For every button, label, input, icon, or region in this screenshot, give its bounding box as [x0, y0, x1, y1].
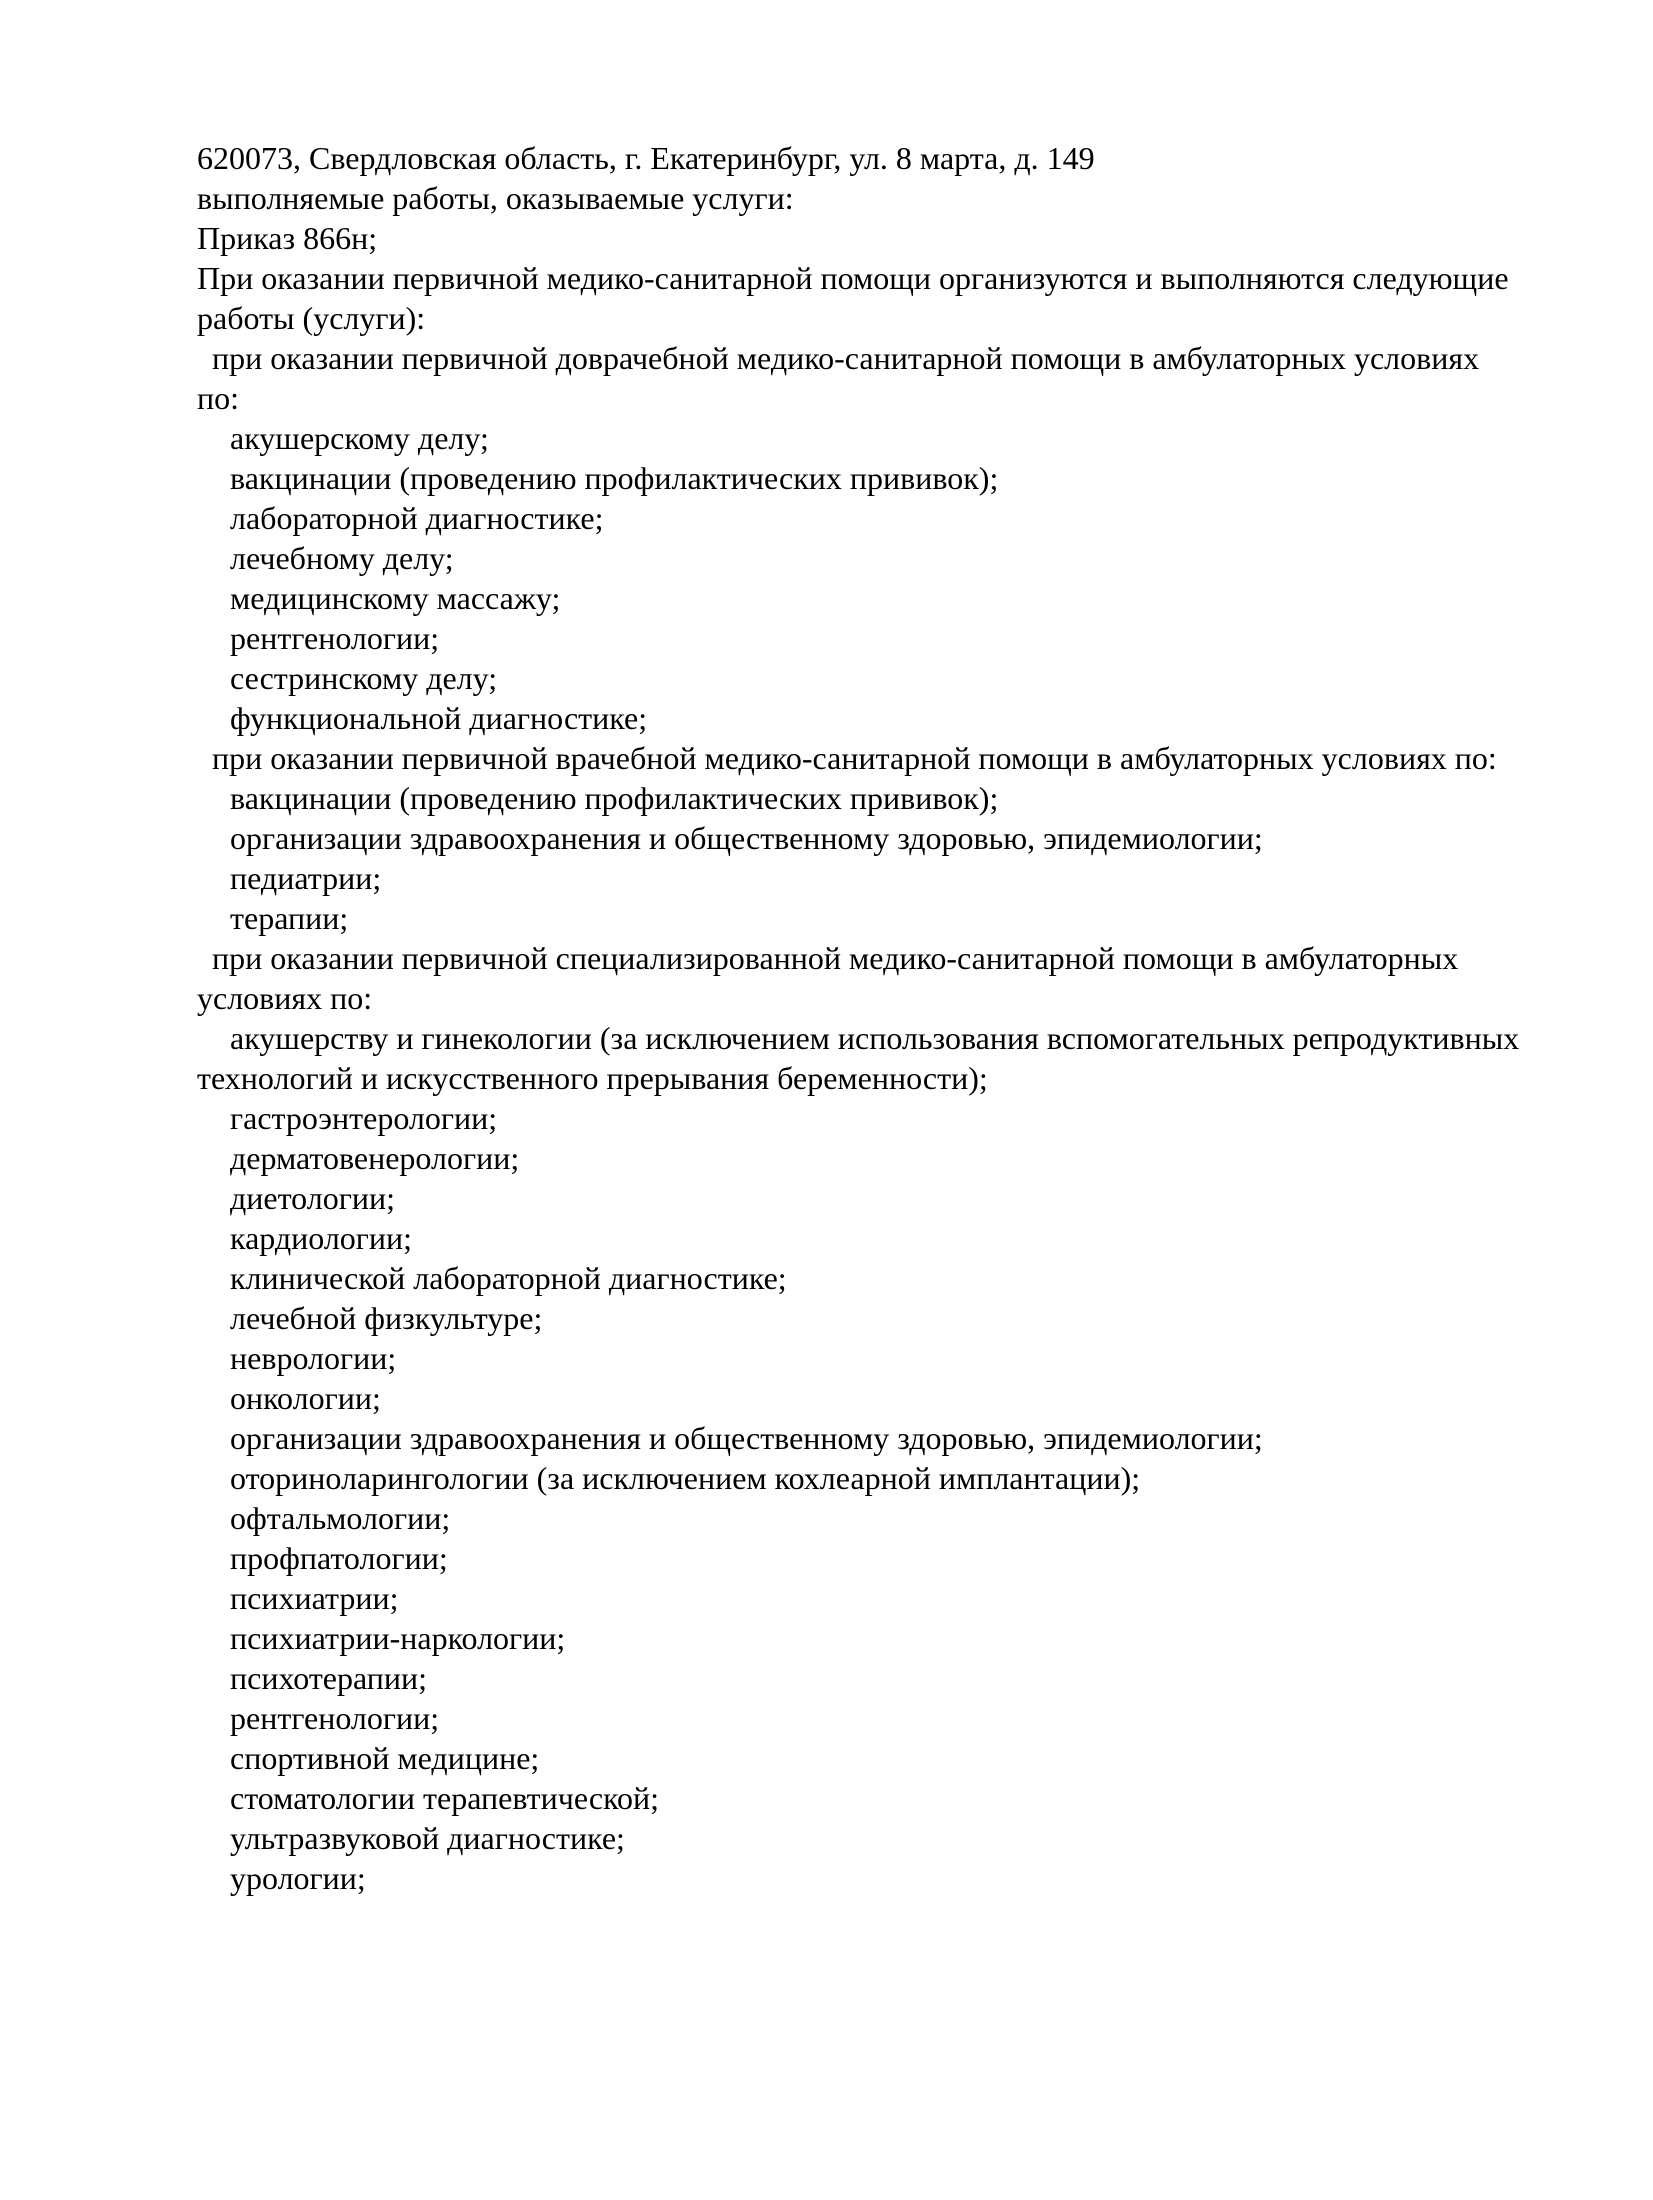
text-line: лечебному делу;	[230, 540, 454, 576]
text-line: 620073, Свердловская область, г. Екатеринбург, ул. 8 марта, д. 149	[197, 140, 1095, 176]
text-line: офтальмологии;	[230, 1500, 451, 1536]
text-line: При оказании первичной медико-санитарной помощи организуются и выполняются следующие	[197, 260, 1509, 296]
text-line: урологии;	[230, 1860, 366, 1896]
text-line: психотерапии;	[230, 1660, 428, 1696]
text-line: вакцинации (проведению профилактических прививок);	[230, 460, 999, 496]
text-line: рентгенологии;	[230, 620, 440, 656]
text-line: организации здравоохранения и общественному здоровью, эпидемиологии;	[230, 820, 1263, 856]
text-line: условиях по:	[197, 980, 373, 1016]
text-line: дерматовенерологии;	[230, 1140, 520, 1176]
text-line: сестринскому делу;	[230, 660, 498, 696]
text-line: лечебной физкультуре;	[230, 1300, 543, 1336]
text-line: акушерству и гинекологии (за исключением использования вспомогательных репродуктивных	[230, 1020, 1520, 1056]
text-line: оториноларингологии (за исключением кохлеарной имплантации);	[230, 1460, 1141, 1496]
text-line: педиатрии;	[230, 860, 382, 896]
text-line: технологий и искусственного прерывания беременности);	[197, 1060, 988, 1096]
text-line: по:	[197, 380, 240, 416]
text-line: Приказ 866н;	[197, 220, 378, 256]
text-line: при оказании первичной врачебной медико-санитарной помощи в амбулаторных условиях по:	[212, 740, 1497, 776]
text-line: при оказании первичной доврачебной медико-санитарной помощи в амбулаторных условиях	[212, 340, 1480, 376]
text-line: организации здравоохранения и общественному здоровью, эпидемиологии;	[230, 1420, 1263, 1456]
text-line: гастроэнтерологии;	[230, 1100, 498, 1136]
text-line: клинической лабораторной диагностике;	[230, 1260, 787, 1296]
text-line: функциональной диагностике;	[230, 700, 648, 736]
text-line: спортивной медицине;	[230, 1740, 540, 1776]
text-line: рентгенологии;	[230, 1700, 440, 1736]
text-line: медицинскому массажу;	[230, 580, 561, 616]
text-line: ультразвуковой диагностике;	[230, 1820, 625, 1856]
text-line: работы (услуги):	[197, 300, 426, 336]
text-line: психиатрии-наркологии;	[230, 1620, 566, 1656]
text-line: кардиологии;	[230, 1220, 413, 1256]
text-line: выполняемые работы, оказываемые услуги:	[197, 180, 794, 216]
text-line: профпатологии;	[230, 1540, 448, 1576]
text-line: онкологии;	[230, 1380, 381, 1416]
text-line: при оказании первичной специализированной медико-санитарной помощи в амбулаторных	[212, 940, 1459, 976]
text-line: неврологии;	[230, 1340, 397, 1376]
text-line: вакцинации (проведению профилактических прививок);	[230, 780, 999, 816]
text-line: акушерскому делу;	[230, 420, 489, 456]
document-text	[197, 138, 1527, 1898]
text-line: психиатрии;	[230, 1580, 399, 1616]
text-line: стоматологии терапевтической;	[230, 1780, 659, 1816]
text-line: лабораторной диагностике;	[230, 500, 604, 536]
text-line: терапии;	[230, 900, 349, 936]
text-line: диетологии;	[230, 1180, 395, 1216]
